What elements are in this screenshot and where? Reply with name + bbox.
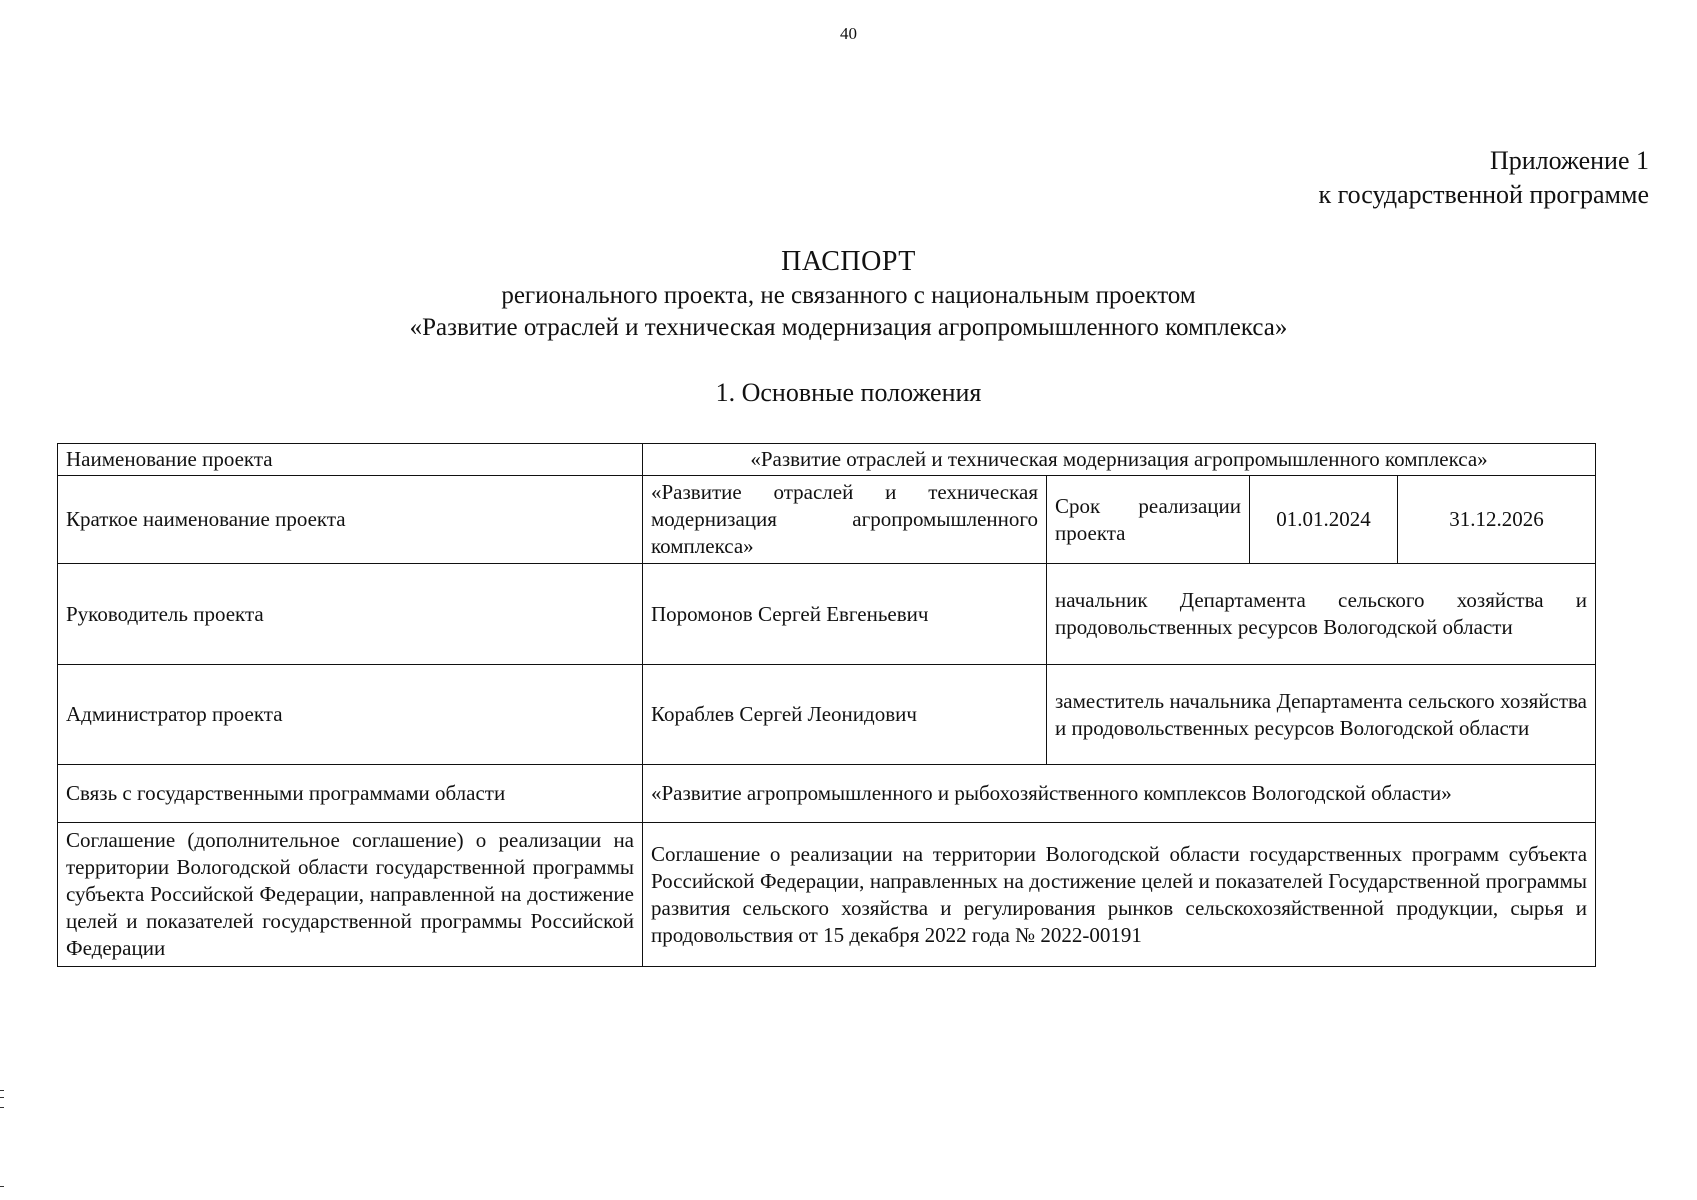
term-label: Срок реализации проекта xyxy=(1047,476,1250,564)
agreement-label: Соглашение (дополнительное соглашение) о реализации на территории Вологодской области государственной программы субъекта Российской Федерации, направленной на достижение целей и показателей государственной программы Российской Федерации xyxy=(58,823,643,967)
head-position: начальник Департамента сельского хозяйства и продовольственных ресурсов Вологодской области xyxy=(1047,564,1596,665)
appendix-line-2: к государственной программе xyxy=(1318,180,1649,209)
passport-table xyxy=(57,443,1596,967)
table-row-program-link xyxy=(58,765,1596,823)
short-name-label: Краткое наименование проекта xyxy=(58,476,643,564)
section-title: 1. Основные положения xyxy=(715,378,982,407)
table-row-head xyxy=(58,564,1596,665)
document-subtitle-2: «Развитие отраслей и техническая модернизация агропромышленного комплекса» xyxy=(409,314,1288,341)
admin-label: Администратор проекта xyxy=(58,665,643,765)
term-end-date: 31.12.2026 xyxy=(1398,476,1596,564)
page-number: 40 xyxy=(840,24,857,43)
term-start-date: 01.01.2024 xyxy=(1250,476,1398,564)
document-heading xyxy=(0,244,1697,344)
table-row-admin xyxy=(58,665,1596,765)
head-label: Руководитель проекта xyxy=(58,564,643,665)
short-name-value: «Развитие отраслей и техническая модернизация агропромышленного комплекса» xyxy=(643,476,1047,564)
document-title: ПАСПОРТ xyxy=(781,246,916,277)
margin-dash xyxy=(0,1186,4,1187)
project-name-label: Наименование проекта xyxy=(58,444,643,476)
table-row-agreement xyxy=(58,823,1596,967)
agreement-value: Соглашение о реализации на территории Вологодской области государственных программ субъекта Российской Федерации, направленных на достижение целей и показателей Государственной программы развития сельского хозяйства и регулирования рынков сельскохозяйственной продукции, сырья и продовольствия от 15 декабря 2022 года № 2022-00191 xyxy=(643,823,1596,967)
project-name-value: «Развитие отраслей и техническая модернизация агропромышленного комплекса» xyxy=(643,444,1596,476)
program-link-value: «Развитие агропромышленного и рыбохозяйственного комплексов Вологодской области» xyxy=(643,765,1596,823)
margin-mark xyxy=(0,1090,4,1108)
appendix-line-1: Приложение 1 xyxy=(1489,146,1649,175)
program-link-label: Связь с государственными программами области xyxy=(58,765,643,823)
admin-position: заместитель начальника Департамента сельского хозяйства и продовольственных ресурсов Вологодской области xyxy=(1047,665,1596,765)
document-subtitle-1: регионального проекта, не связанного с национальным проектом xyxy=(501,282,1196,309)
table-row-project-name xyxy=(58,444,1596,476)
appendix-note xyxy=(1319,144,1650,212)
table-row-short-name xyxy=(58,476,1596,564)
head-name: Поромонов Сергей Евгеньевич xyxy=(643,564,1047,665)
admin-name: Кораблев Сергей Леонидович xyxy=(643,665,1047,765)
